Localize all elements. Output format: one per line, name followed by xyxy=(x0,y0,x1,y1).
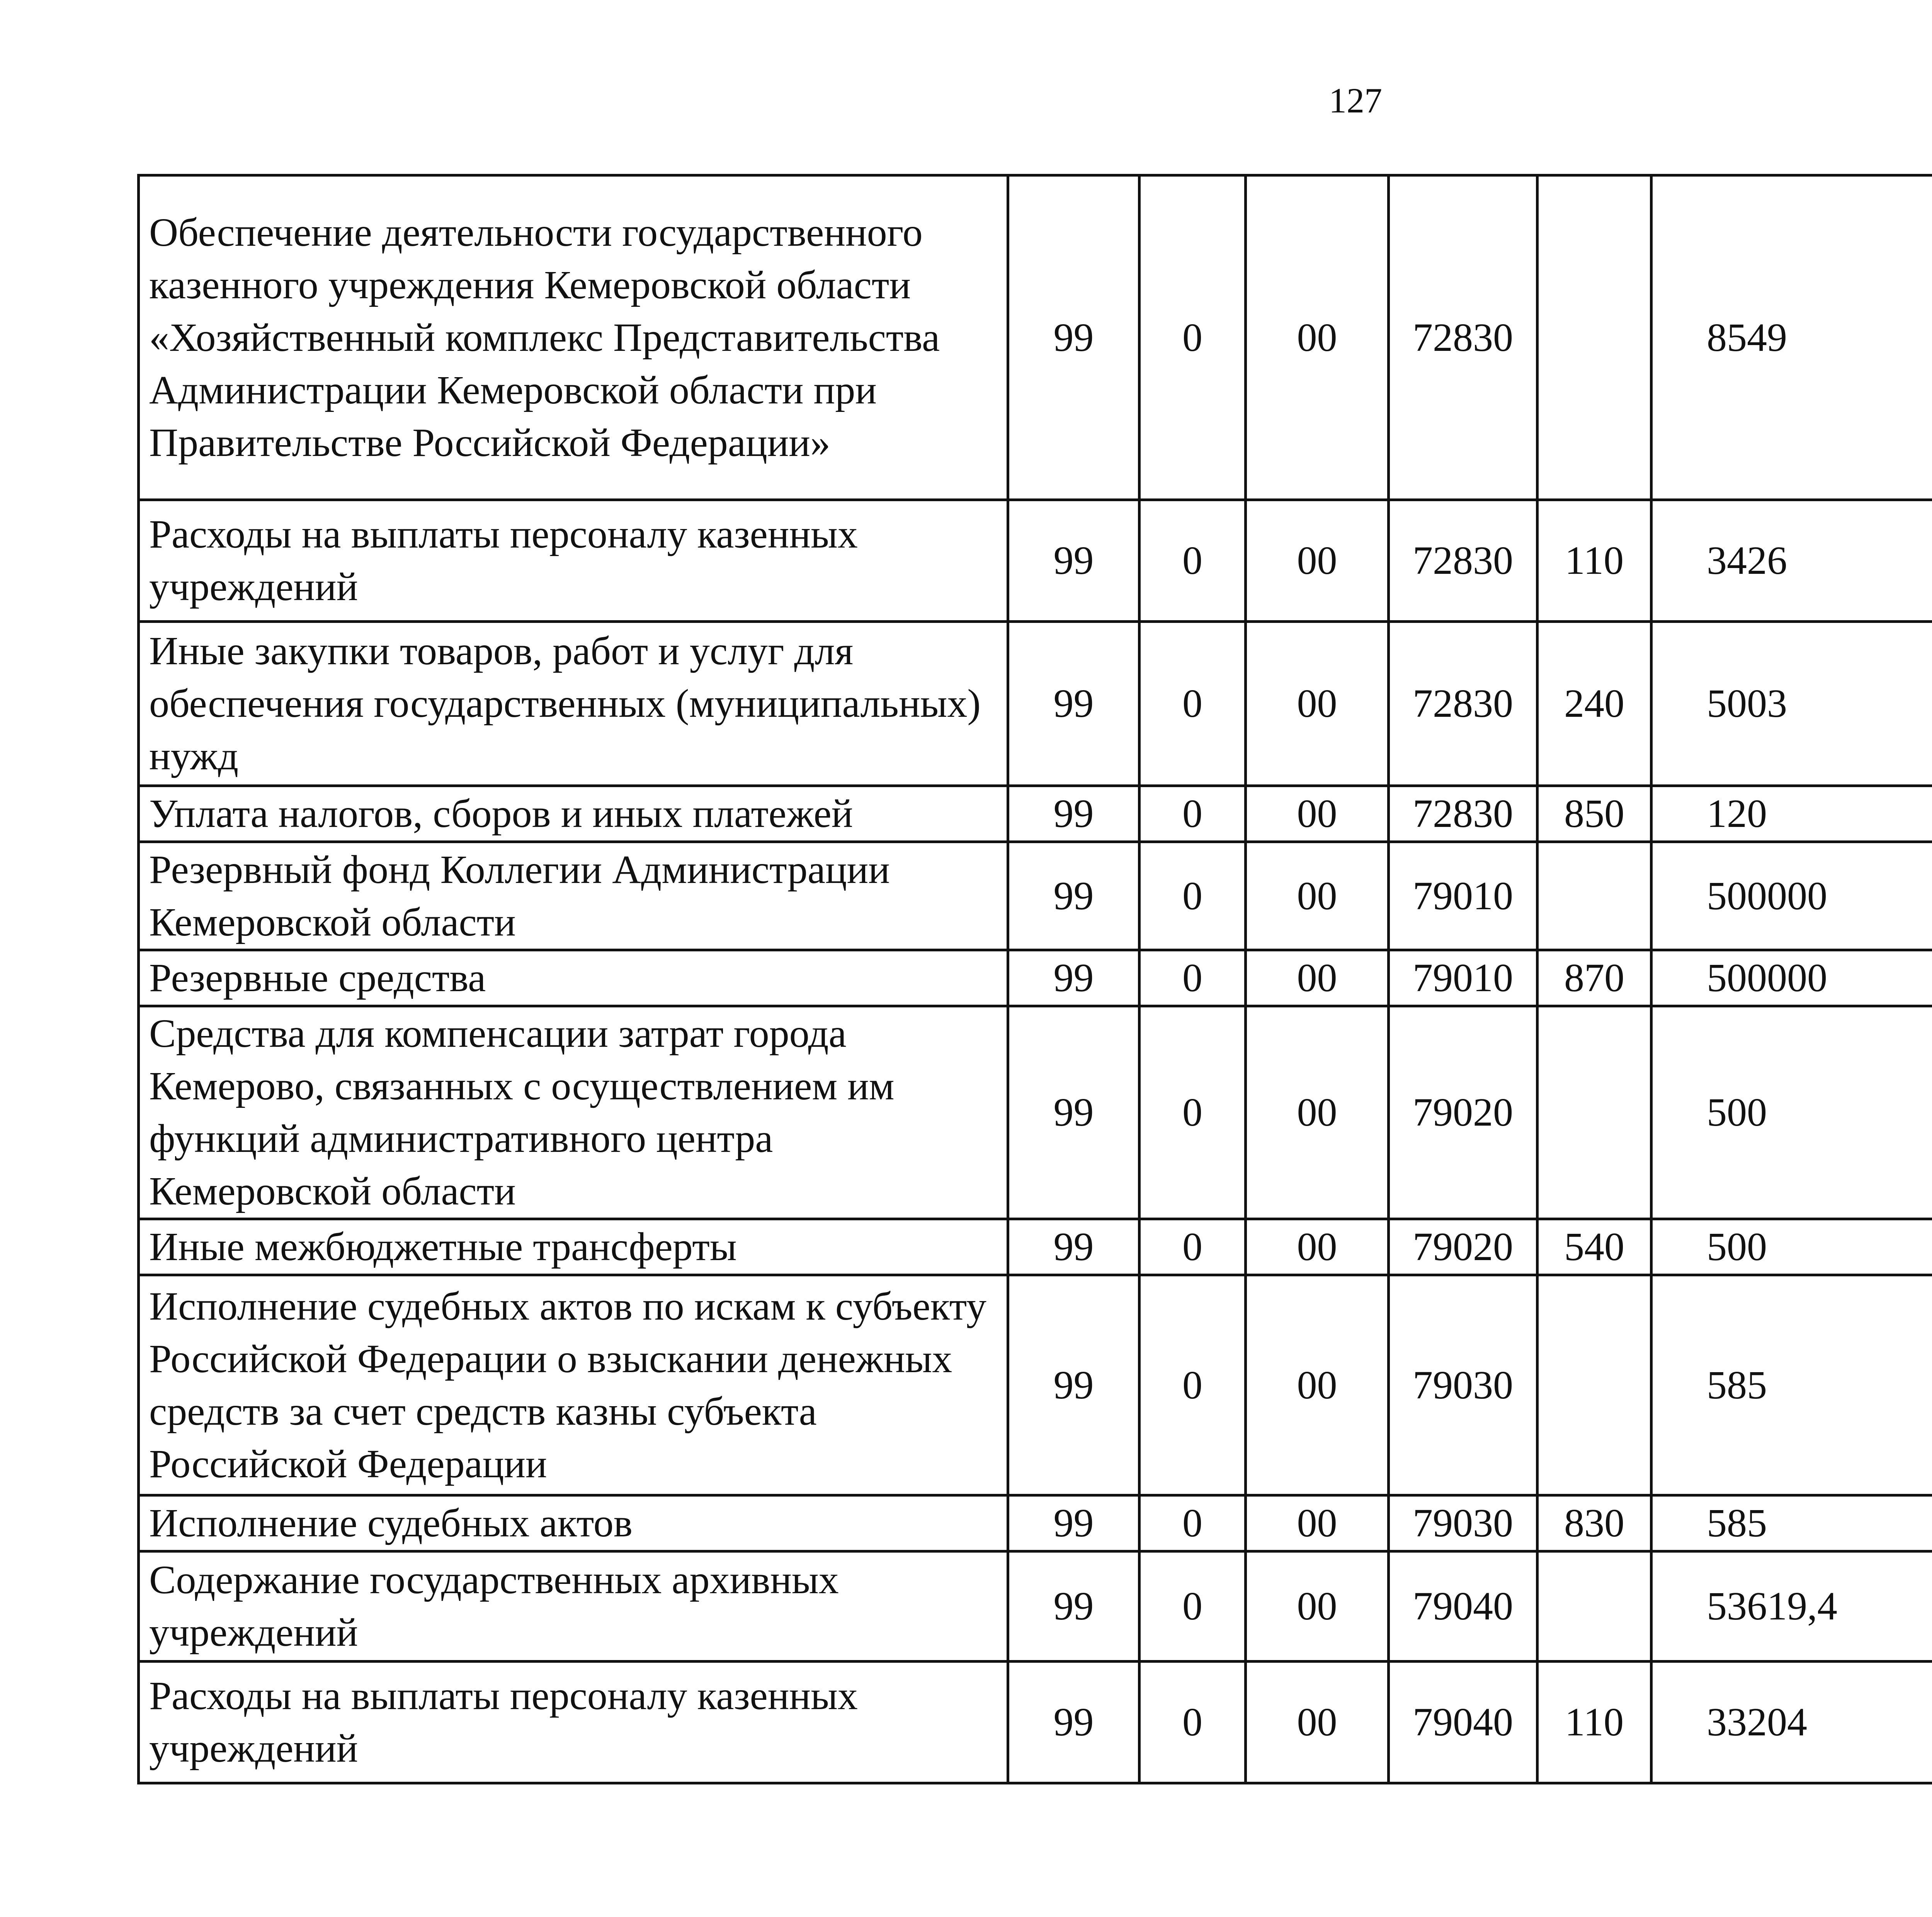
program-code: 99 xyxy=(1008,1275,1139,1495)
expense-type-code xyxy=(1537,1275,1651,1495)
program-code: 99 xyxy=(1008,175,1139,500)
subprogram-code: 0 xyxy=(1139,1006,1246,1219)
expense-type-code xyxy=(1537,175,1651,500)
direction-code: 00 xyxy=(1246,175,1389,500)
table-row xyxy=(139,1275,1932,1495)
program-code: 99 xyxy=(1008,500,1139,622)
target-code: 79030 xyxy=(1389,1275,1537,1495)
target-code: 72830 xyxy=(1389,175,1537,500)
subprogram-code: 0 xyxy=(1139,1662,1246,1783)
program-code: 99 xyxy=(1008,1219,1139,1275)
target-code: 72830 xyxy=(1389,786,1537,842)
amount-year-1: 5003 xyxy=(1651,622,1932,786)
table-row xyxy=(139,1495,1932,1551)
expense-type-code: 540 xyxy=(1537,1219,1651,1275)
program-code: 99 xyxy=(1008,622,1139,786)
row-name: Иные закупки товаров, работ и услуг для обеспечения государственных (муниципальных) нужд xyxy=(139,622,1008,786)
target-code: 79010 xyxy=(1389,842,1537,950)
budget-table-body xyxy=(139,175,1932,1783)
row-name: Исполнение судебных актов xyxy=(139,1495,1008,1551)
target-code: 72830 xyxy=(1389,622,1537,786)
table-row xyxy=(139,786,1932,842)
subprogram-code: 0 xyxy=(1139,622,1246,786)
budget-table xyxy=(137,174,1932,1784)
program-code: 99 xyxy=(1008,1662,1139,1783)
row-name: Уплата налогов, сборов и иных платежей xyxy=(139,786,1008,842)
program-code: 99 xyxy=(1008,1006,1139,1219)
program-code: 99 xyxy=(1008,842,1139,950)
target-code: 79040 xyxy=(1389,1662,1537,1783)
subprogram-code: 0 xyxy=(1139,1275,1246,1495)
direction-code: 00 xyxy=(1246,1006,1389,1219)
row-name: Расходы на выплаты персоналу казенных учреждений xyxy=(139,500,1008,622)
table-row xyxy=(139,500,1932,622)
expense-type-code xyxy=(1537,1006,1651,1219)
row-name: Исполнение судебных актов по искам к субъекту Российской Федерации о взыскании денежных средств за счет средств казны субъекта Российской Федерации xyxy=(139,1275,1008,1495)
target-code: 79030 xyxy=(1389,1495,1537,1551)
expense-type-code: 240 xyxy=(1537,622,1651,786)
table-row xyxy=(139,950,1932,1006)
table-row xyxy=(139,842,1932,950)
row-name: Резервные средства xyxy=(139,950,1008,1006)
amount-year-1: 33204 xyxy=(1651,1662,1932,1783)
subprogram-code: 0 xyxy=(1139,786,1246,842)
amount-year-1: 500 xyxy=(1651,1219,1932,1275)
expense-type-code: 830 xyxy=(1537,1495,1651,1551)
expense-type-code xyxy=(1537,1551,1651,1662)
direction-code: 00 xyxy=(1246,1551,1389,1662)
table-row xyxy=(139,175,1932,500)
table-row xyxy=(139,1662,1932,1783)
table-row xyxy=(139,622,1932,786)
target-code: 79020 xyxy=(1389,1219,1537,1275)
amount-year-1: 500000 xyxy=(1651,842,1932,950)
direction-code: 00 xyxy=(1246,1275,1389,1495)
target-code: 79040 xyxy=(1389,1551,1537,1662)
direction-code: 00 xyxy=(1246,500,1389,622)
subprogram-code: 0 xyxy=(1139,1219,1246,1275)
direction-code: 00 xyxy=(1246,950,1389,1006)
amount-year-1: 3426 xyxy=(1651,500,1932,622)
target-code: 79010 xyxy=(1389,950,1537,1006)
expense-type-code: 110 xyxy=(1537,1662,1651,1783)
amount-year-1: 585 xyxy=(1651,1275,1932,1495)
amount-year-1: 8549 xyxy=(1651,175,1932,500)
amount-year-1: 500000 xyxy=(1651,950,1932,1006)
row-name: Расходы на выплаты персоналу казенных учреждений xyxy=(139,1662,1008,1783)
row-name: Обеспечение деятельности государственного казенного учреждения Кемеровской области «Хозяйственный комплекс Представительства Администрации Кемеровской области при Правительстве Российской Федерации» xyxy=(139,175,1008,500)
program-code: 99 xyxy=(1008,950,1139,1006)
program-code: 99 xyxy=(1008,1495,1139,1551)
expense-type-code: 850 xyxy=(1537,786,1651,842)
expense-type-code xyxy=(1537,842,1651,950)
subprogram-code: 0 xyxy=(1139,1551,1246,1662)
target-code: 79020 xyxy=(1389,1006,1537,1219)
direction-code: 00 xyxy=(1246,622,1389,786)
row-name: Иные межбюджетные трансферты xyxy=(139,1219,1008,1275)
subprogram-code: 0 xyxy=(1139,1495,1246,1551)
direction-code: 00 xyxy=(1246,1219,1389,1275)
row-name: Резервный фонд Коллегии Администрации Кемеровской области xyxy=(139,842,1008,950)
row-name: Средства для компенсации затрат города Кемерово, связанных с осуществлением им функций административного центра Кемеровской области xyxy=(139,1006,1008,1219)
expense-type-code: 110 xyxy=(1537,500,1651,622)
row-name: Содержание государственных архивных учреждений xyxy=(139,1551,1008,1662)
direction-code: 00 xyxy=(1246,1662,1389,1783)
amount-year-1: 500 xyxy=(1651,1006,1932,1219)
amount-year-1: 53619,4 xyxy=(1651,1551,1932,1662)
subprogram-code: 0 xyxy=(1139,950,1246,1006)
amount-year-1: 120 xyxy=(1651,786,1932,842)
target-code: 72830 xyxy=(1389,500,1537,622)
subprogram-code: 0 xyxy=(1139,500,1246,622)
direction-code: 00 xyxy=(1246,786,1389,842)
table-row xyxy=(139,1006,1932,1219)
subprogram-code: 0 xyxy=(1139,842,1246,950)
table-row xyxy=(139,1219,1932,1275)
program-code: 99 xyxy=(1008,1551,1139,1662)
direction-code: 00 xyxy=(1246,1495,1389,1551)
amount-year-1: 585 xyxy=(1651,1495,1932,1551)
page-number: 127 xyxy=(1329,81,1382,120)
subprogram-code: 0 xyxy=(1139,175,1246,500)
table-row xyxy=(139,1551,1932,1662)
program-code: 99 xyxy=(1008,786,1139,842)
direction-code: 00 xyxy=(1246,842,1389,950)
expense-type-code: 870 xyxy=(1537,950,1651,1006)
